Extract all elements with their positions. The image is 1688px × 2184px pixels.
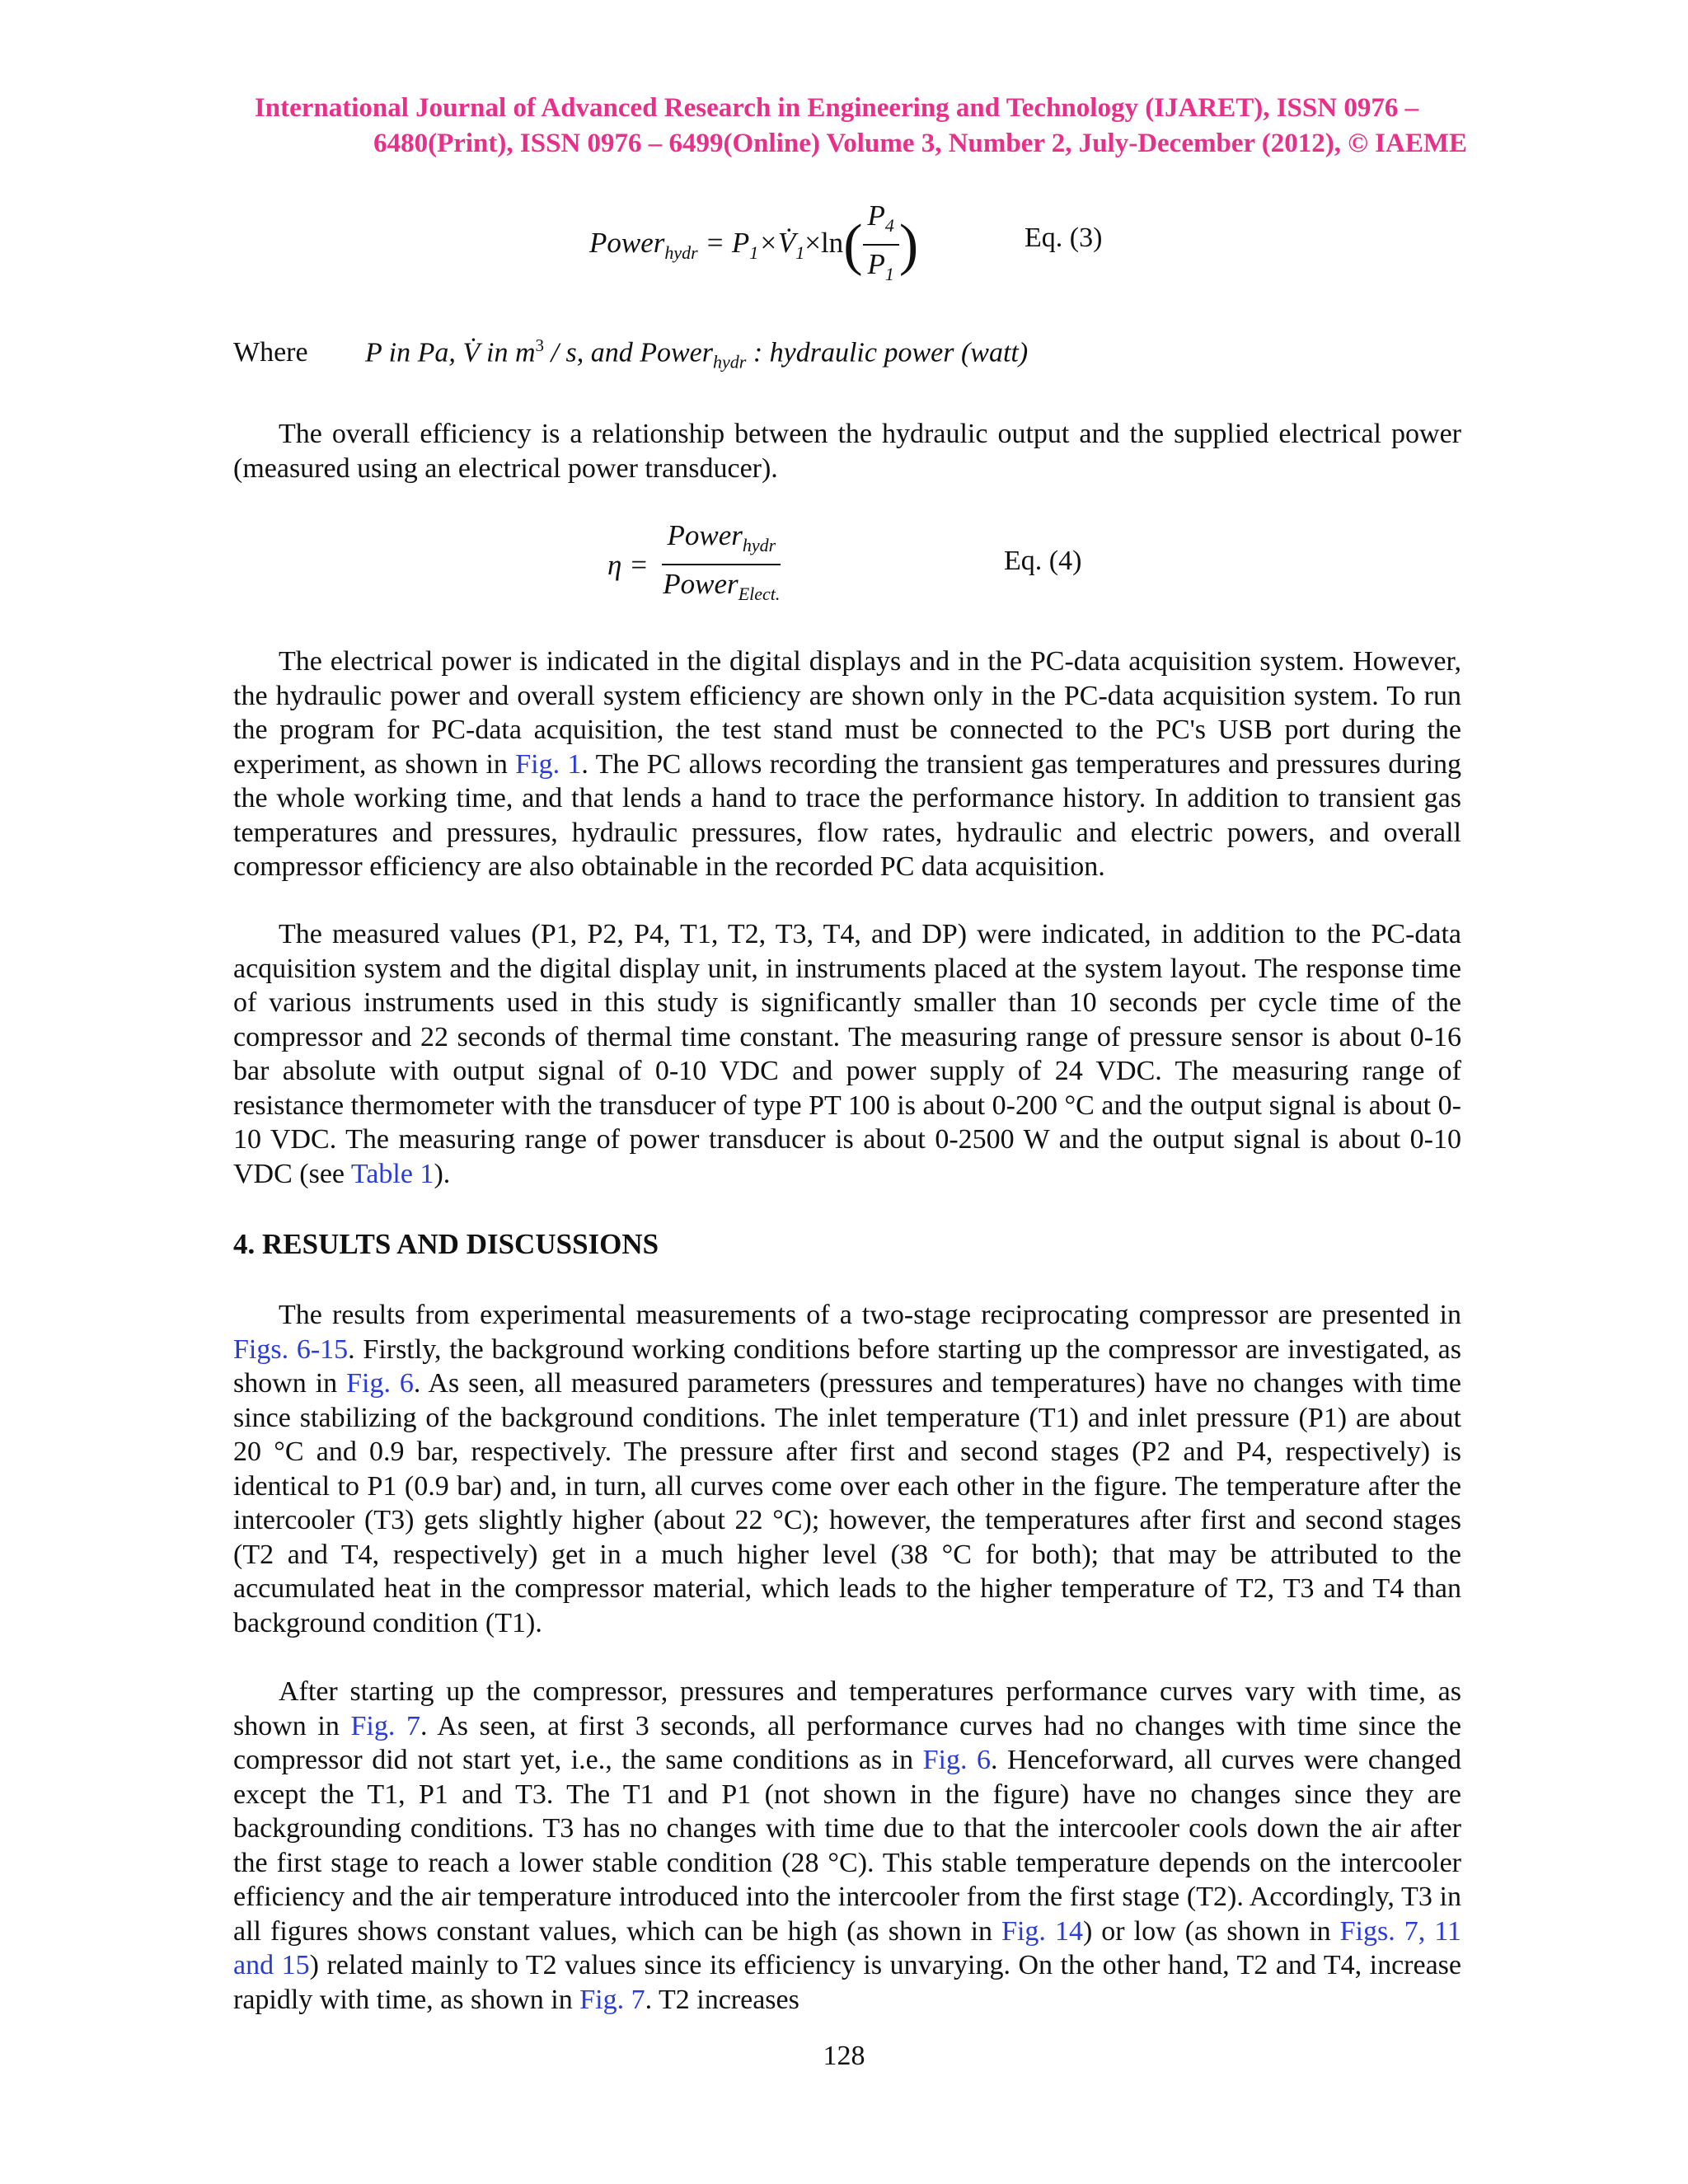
where-label: Where bbox=[233, 337, 308, 368]
journal-header-line-1: International Journal of Advanced Research in Engineering and Technology (IJARET), ISSN 0976 – bbox=[254, 93, 1419, 123]
para5-text-f: . T2 increases bbox=[645, 1984, 799, 2015]
journal-header bbox=[206, 91, 1467, 162]
eq3-rhs-v1: ×V̇ bbox=[758, 227, 796, 260]
para4-text-c: . As seen, all measured parameters (pressures and temperatures) have no changes with time since stabilizing of the background conditions. The inlet temperature (T1) and inlet pressure (P1) are about 20 °C and 0.9 bar, respectively. The pressure after first and second stages (P2 and P4, respectively) is identical to P1 (0.9 bar) and, in turn, all curves come over each other in the figure. The temperature after the intercooler (T3) gets slightly higher (about 22 °C); however, the temperatures after first and second stages (T2 and T4, respectively) get in a much higher level (38 °C for both); that may be attributed to the accumulated heat in the compressor material, which leads to the higher temperature of T2, T3 and T4 than background condition (T1). bbox=[233, 1368, 1462, 1638]
paragraph-efficiency-text: The overall efficiency is a relationship between the hydraulic output and the supplied electrical power (measured using an electrical power transducer). bbox=[233, 419, 1461, 484]
para5-text-e: ) related mainly to T2 values since its efficiency is unvarying. On the other hand, T2 and T4, increase rapidly with time, as shown in bbox=[233, 1950, 1461, 2015]
eq3-frac-denominator-subscript: 1 bbox=[884, 264, 894, 284]
paragraph-efficiency bbox=[233, 417, 1461, 485]
eq3-rhs-p1: = P bbox=[705, 227, 750, 260]
figs-7-11-15-link[interactable]: Figs. 7, 11 and 15 bbox=[233, 1915, 1461, 1980]
eq4-fraction bbox=[662, 518, 781, 613]
where-text-1: P in Pa, V̇ in m bbox=[365, 337, 536, 368]
para2-text-a: The electrical power is indicated in the digital displays and in the PC-data acquisition system. However, the hydraulic power and overall system efficiency are shown only in the PC-data acquisition system. To run the program for PC-data acquisition, the test stand must be connected to the PC's USB port during the experiment, as shown in bbox=[233, 646, 1461, 780]
eq4-numerator-subscript: hydr bbox=[742, 535, 776, 555]
where-text-2: / s, and Power bbox=[544, 337, 713, 368]
eq3-v1-subscript: 1 bbox=[795, 242, 805, 264]
fig-7-link[interactable]: Fig. 7 bbox=[350, 1710, 420, 1741]
eq3-left-paren: ( bbox=[843, 213, 863, 277]
where-subscript: hydr bbox=[712, 351, 747, 373]
eq3-right-paren: ) bbox=[898, 213, 919, 277]
paragraph-results bbox=[233, 1298, 1461, 1640]
equation-4-label: Eq. (4) bbox=[1004, 546, 1082, 576]
eq4-eta: η = bbox=[607, 549, 649, 581]
eq3-lhs-subscript: hydr bbox=[664, 242, 698, 264]
para4-text-b: . Firstly, the background working conditions before starting up the compressor are investigated, as shown in bbox=[233, 1333, 1461, 1399]
table-1-link[interactable]: Table 1 bbox=[350, 1158, 434, 1189]
eq3-fraction bbox=[863, 198, 899, 293]
eq4-denominator: Power bbox=[663, 568, 738, 600]
para5-text-b: . As seen, at first 3 seconds, all performance curves had no changes with time since the compressor did not start yet, i.e., the same conditions as in bbox=[233, 1710, 1462, 1775]
fig-1-link[interactable]: Fig. 1 bbox=[515, 748, 582, 780]
equation-4 bbox=[607, 518, 781, 613]
section-heading: 4. RESULTS AND DISCUSSIONS bbox=[233, 1228, 659, 1260]
para3-text-a: The measured values (P1, P2, P4, T1, T2, T3, T4, and DP) were indicated, in addition to the PC-data acquisition system and the digital display unit, in instruments placed at the system layout. The response time of various instruments used in this study is significantly smaller than 10 seconds per cycle time of the compressor and 22 seconds of thermal time constant. The measuring range of pressure sensor is about 0-16 bar absolute with output signal of 0-10 VDC and power supply of 24 VDC. The measuring range of resistance thermometer with the transducer of type PT 100 is about 0-200 °C and the output signal is about 0-10 VDC. The measuring range of power transducer is about 0-2500 W and the output signal is about 0-10 VDC (see bbox=[233, 919, 1461, 1189]
fig-6-link[interactable]: Fig. 6 bbox=[346, 1368, 414, 1399]
where-line bbox=[233, 335, 1470, 373]
where-text-3: : hydraulic power (watt) bbox=[746, 337, 1029, 368]
eq3-frac-numerator: P bbox=[867, 199, 885, 232]
eq3-frac-numerator-subscript: 4 bbox=[884, 215, 894, 236]
eq3-frac-denominator: P bbox=[867, 248, 885, 280]
where-superscript: 3 bbox=[535, 335, 545, 355]
equation-3-label: Eq. (3) bbox=[1025, 223, 1103, 253]
eq3-p1-subscript: 1 bbox=[749, 242, 759, 264]
para2-text-b: . The PC allows recording the transient gas temperatures and pressures during the whole working time, and that lends a hand to trace the performance history. In addition to transient gas temperatures and pressures, hydraulic pressures, flow rates, hydraulic and electric powers, and overall compressor efficiency are also obtainable in the recorded PC data acquisition. bbox=[233, 748, 1462, 882]
fig-14-link[interactable]: Fig. 14 bbox=[1001, 1915, 1083, 1947]
eq3-ln: ×ln bbox=[804, 227, 844, 260]
para3-text-b: ). bbox=[434, 1158, 451, 1189]
eq3-lhs: Power bbox=[589, 227, 665, 260]
paragraph-electrical-power bbox=[233, 644, 1461, 884]
equation-3 bbox=[589, 198, 918, 293]
fig-7-link-2[interactable]: Fig. 7 bbox=[579, 1984, 645, 2015]
para5-text-d: ) or low (as shown in bbox=[1082, 1915, 1340, 1947]
eq4-numerator: Power bbox=[667, 519, 743, 551]
fig-6-link-2[interactable]: Fig. 6 bbox=[922, 1745, 991, 1775]
paragraph-startup bbox=[233, 1675, 1461, 2017]
page-number: 128 bbox=[823, 2041, 865, 2071]
para5-text-c: . Henceforward, all curves were changed except the T1, P1 and T3. The T1 and P1 (not shown in the figure) have no changes since they are backgrounding conditions. T3 has no changes with time due to that the intercooler cools down the air after the first stage to reach a lower stable condition (28 °C). This stable temperature depends on the intercooler efficiency and the air temperature introduced into the intercooler from the first stage (T2). Accordingly, T3 in all figures shows constant values, which can be high (as shown in bbox=[233, 1745, 1461, 1947]
journal-header-line-2: 6480(Print), ISSN 0976 – 6499(Online) Volume 3, Number 2, July-December (2012), © IAEME bbox=[373, 129, 1467, 158]
eq4-denominator-subscript: Elect. bbox=[738, 583, 781, 604]
para4-text-a: The results from experimental measurements of a two-stage reciprocating compressor are presented in bbox=[279, 1300, 1461, 1330]
para5-text-a: After starting up the compressor, pressures and temperatures performance curves vary with time, as shown in bbox=[233, 1676, 1461, 1741]
figs-6-15-link[interactable]: Figs. 6-15 bbox=[233, 1333, 349, 1365]
paragraph-measured-values bbox=[233, 917, 1461, 1191]
